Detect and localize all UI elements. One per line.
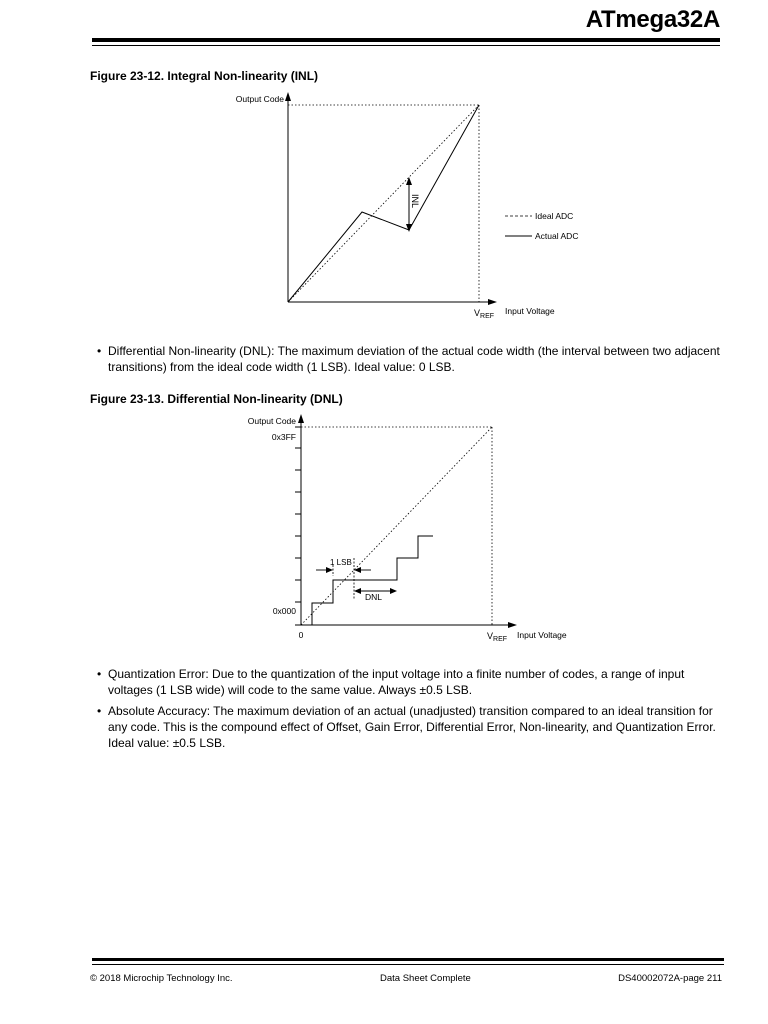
inl-diagram bbox=[200, 88, 600, 328]
dnl-y-axis-label: Output Code bbox=[247, 416, 296, 426]
header-rule-thin bbox=[92, 45, 720, 46]
figure-inl-caption: Figure 23-12. Integral Non-linearity (INL) bbox=[90, 69, 319, 83]
inl-ideal-line bbox=[288, 105, 479, 302]
lsb-label: 1 LSB bbox=[330, 558, 352, 567]
inl-x-axis-label: Input Voltage bbox=[505, 306, 555, 316]
dnl-arrow-left-head bbox=[354, 588, 361, 594]
legend-actual-label: Actual ADC bbox=[535, 231, 579, 241]
bullet-quantization-error: • Quantization Error: Due to the quantization of the input voltage into a finite number of codes, a range of input voltages (1 LSB wide) will code to the same value. Always ±0.5 LSB. bbox=[97, 666, 724, 698]
inl-y-axis-arrow bbox=[285, 92, 291, 101]
footer-doc-type: Data Sheet Complete bbox=[380, 973, 471, 984]
dnl-vref-label: $V_{REF}$ bbox=[487, 631, 508, 643]
figure-dnl-caption: Figure 23-13. Differential Non-linearity (DNL) bbox=[90, 392, 343, 406]
dnl-arrow-right-head bbox=[390, 588, 397, 594]
dnl-y-ticks bbox=[295, 427, 301, 602]
dnl-y-axis-arrow bbox=[298, 414, 304, 423]
dnl-ideal-line bbox=[301, 427, 492, 625]
dnl-x-axis-label: Input Voltage bbox=[517, 630, 567, 640]
bullet-absolute-accuracy: • Absolute Accuracy: The maximum deviation of an actual (unadjusted) transition compared to an ideal transition for any code. This is the compound effect of Offset, Gain Error, Differential Error, Non-linearity, and Quantization Error. Ideal value: ±0.5 LSB. bbox=[97, 703, 724, 751]
dnl-diagram bbox=[230, 410, 590, 650]
legend-ideal-label: Ideal ADC bbox=[535, 211, 574, 221]
lsb-arrow-left-head bbox=[326, 567, 333, 573]
dnl-staircase bbox=[312, 536, 433, 625]
inl-marker-label: INL bbox=[410, 194, 420, 209]
header-rule bbox=[92, 38, 720, 42]
footer-page-number: DS40002072A-page 211 bbox=[618, 973, 722, 984]
inl-marker-arrow-down bbox=[406, 224, 412, 232]
inl-x-axis-arrow bbox=[488, 299, 497, 305]
dnl-label: DNL bbox=[365, 592, 383, 602]
bullet-dnl: • Differential Non-linearity (DNL): The maximum deviation of the actual code width (the interval between two adjacent transitions) from the ideal code width (1 LSB). Ideal value: 0 LSB. bbox=[97, 343, 724, 375]
footer-rule bbox=[92, 958, 724, 961]
inl-y-axis-label: Output Code bbox=[235, 94, 284, 104]
dnl-y-top-label: 0x3FF bbox=[271, 432, 296, 442]
document-title: ATmega32A bbox=[585, 6, 720, 33]
inl-vref-label: $V_{REF}$ bbox=[474, 308, 495, 320]
footer-copyright: © 2018 Microchip Technology Inc. bbox=[90, 973, 233, 984]
dnl-x-axis-arrow bbox=[508, 622, 517, 628]
dnl-x-origin-label: 0 bbox=[298, 630, 304, 640]
dnl-y-bottom-label: 0x000 bbox=[272, 606, 296, 616]
footer-rule-thin bbox=[92, 964, 724, 965]
inl-marker-arrow-up bbox=[406, 177, 412, 185]
lsb-arrow-right-head bbox=[354, 567, 361, 573]
